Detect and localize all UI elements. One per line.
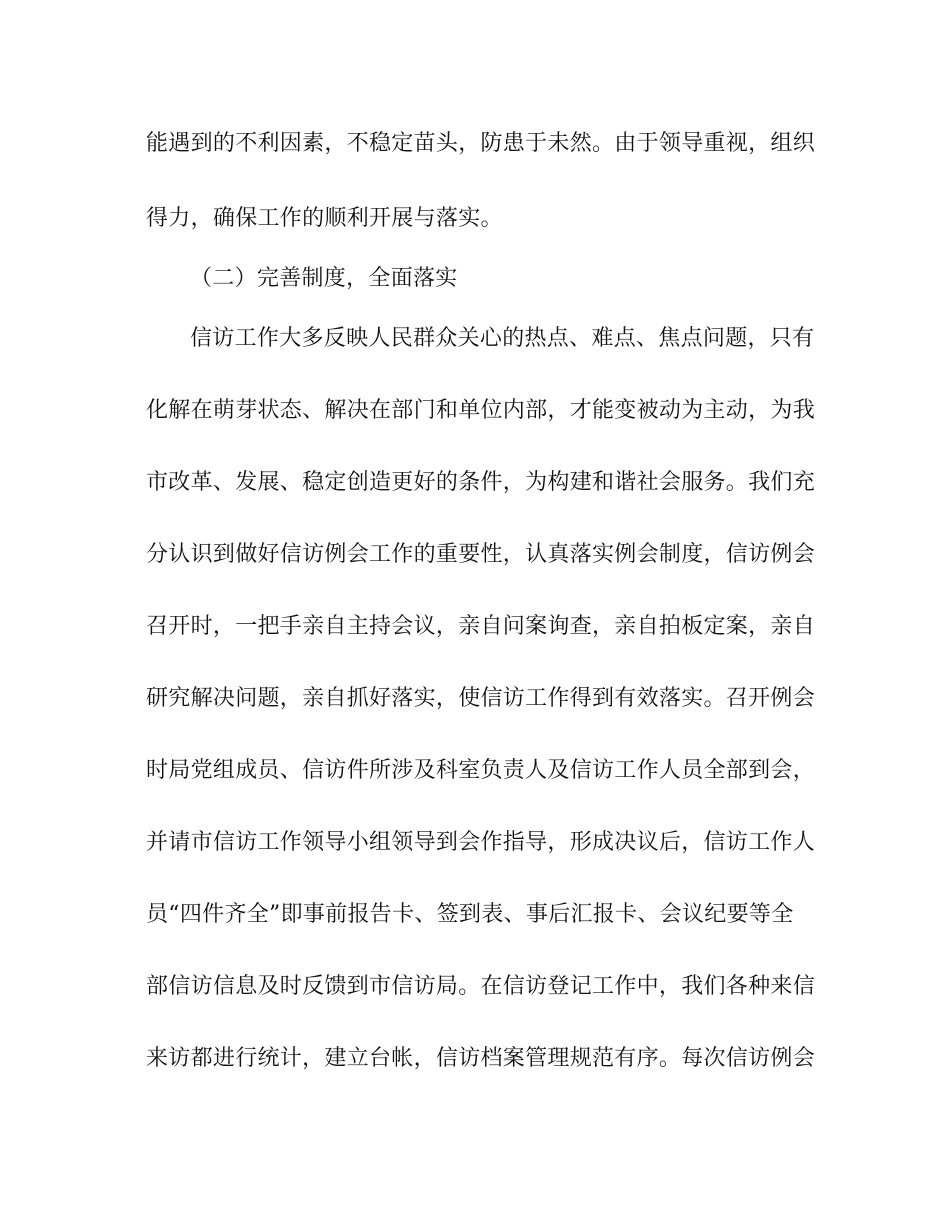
text-line: 能遇到的不利因素，不稳定苗头，防患于未然。由于领导重视，组织 — [146, 131, 816, 156]
text-line: 召开时，一把手亲自主持会议，亲自问案询查，亲自拍板定案，亲自 — [146, 614, 816, 639]
text-line: 部信访信息及时反馈到市信访局。在信访登记工作中，我们各种来信 — [146, 974, 816, 999]
text-line: 并请市信访工作领导小组领导到会作指导，形成决议后，信访工作人 — [146, 830, 816, 855]
text-line: 研究解决问题，亲自抓好落实，使信访工作得到有效落实。召开例会 — [146, 686, 816, 711]
text-line: 时局党组成员、信访件所涉及科室负责人及信访工作人员全部到会， — [146, 758, 816, 783]
section-heading: （二）完善制度，全面落实 — [190, 266, 458, 291]
text-line: 员“四件齐全”即事前报告卡、签到表、事后汇报卡、会议纪要等全 — [146, 902, 794, 927]
text-line: 市改革、发展、稳定创造更好的条件，为构建和谐社会服务。我们充 — [146, 470, 816, 495]
text-line: 来访都进行统计，建立台帐，信访档案管理规范有序。每次信访例会 — [146, 1046, 816, 1071]
paragraph-first-line: 信访工作大多反映人民群众关心的热点、难点、焦点问题，只有 — [190, 326, 815, 351]
text-line: 得力，确保工作的顺利开展与落实。 — [146, 206, 503, 231]
text-line: 化解在萌芽状态、解决在部门和单位内部，才能变被动为主动，为我 — [146, 398, 816, 423]
text-line: 分认识到做好信访例会工作的重要性，认真落实例会制度，信访例会 — [146, 542, 816, 567]
